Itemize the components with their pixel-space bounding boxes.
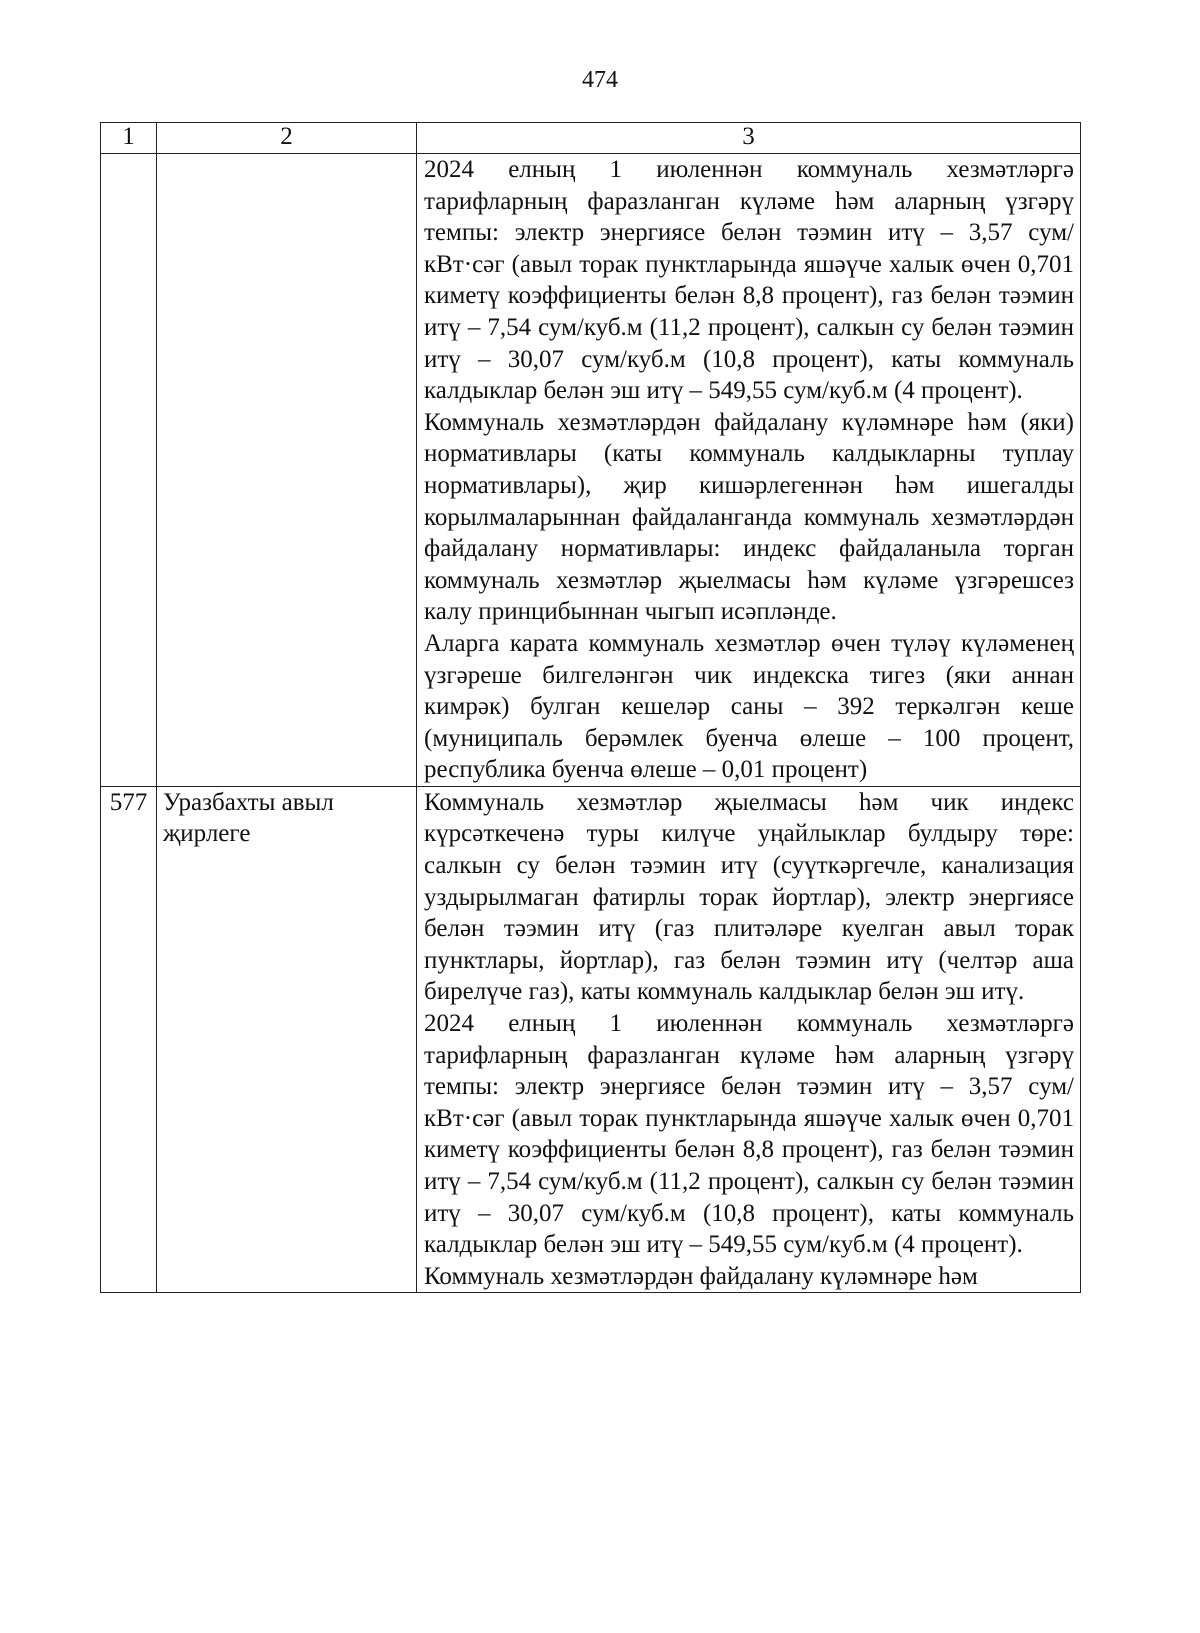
municipal-tariff-table bbox=[100, 122, 1081, 1293]
settlement-name-cell: Уразбахты авыл җирлеге bbox=[157, 786, 417, 1293]
column-header-2: 2 bbox=[157, 123, 417, 154]
description-paragraph: Коммуналь хезмәтләрдән файдалану күләмнәре һәм (яки) нормативлары (каты коммуналь калдыкларны туплау нормативлары), җир кишәрлегеннән һәм ишегалды корылмаларыннан файдаланганда коммуналь хезмәтләрдән файдалану нормативлары: индекс файдаланыла торган коммуналь хезмәтләр җыелмасы һәм күләме үзгәрешсез калу принцибыннан чыгып исәпләнде. bbox=[424, 408, 1074, 626]
table-row bbox=[101, 154, 1081, 787]
description-paragraph: Коммуналь хезмәтләр җыелмасы һәм чик индекс күрсәткеченә туры килүче уңайлыклар булдыру төре: салкын су белән тәэмин итү (суүткәргечле, канализация уздырылмаган фатирлы торак йортлар), электр энергиясе белән тәэмин итү (газ плитәләре куелган авыл торак пунктлары, йортлар), газ белән тәэмин итү (челтәр аша бирелүче газ), каты коммуналь калдыклар белән эш итү. bbox=[424, 788, 1074, 1006]
description-cell bbox=[417, 786, 1081, 1293]
row-number-cell: 577 bbox=[101, 786, 157, 1293]
description-paragraph: Аларга карата коммуналь хезмәтләр өчен түләү күләменең үзгәреше билгеләнгән чик индекска тигез (яки аннан кимрәк) булган кешеләр саны – 392 теркәлгән кеше (муниципаль берәмлек буенча өлеше – 100 процент, республика буенча өлеше – 0,01 процент) bbox=[424, 629, 1074, 784]
description-cell bbox=[417, 154, 1081, 787]
description-paragraph: 2024 елның 1 июленнән коммуналь хезмәтләргә тарифларның фаразланган күләме һәм аларның үзгәрү темпы: электр энергиясе белән тәэмин итү – 3,57 сум/кВт·сәг (авыл торак пунктларында яшәүче халык өчен 0,701 киметү коэффициенты белән 8,8 процент), газ белән тәэмин итү – 7,54 сум/куб.м (11,2 процент), салкын су белән тәэмин итү – 30,07 сум/куб.м (10,8 процент), каты коммуналь калдыклар белән эш итү – 549,55 сум/куб.м (4 процент). bbox=[424, 156, 1074, 405]
column-header-3: 3 bbox=[417, 123, 1081, 154]
page-number: 474 bbox=[582, 67, 618, 93]
column-header-1: 1 bbox=[101, 123, 157, 154]
description-paragraph: 2024 елның 1 июленнән коммуналь хезмәтләргә тарифларның фаразланган күләме һәм аларның үзгәрү темпы: электр энергиясе белән тәэмин итү – 3,57 сум/кВт·сәг (авыл торак пунктларында яшәүче халык өчен 0,701 киметү коэффициенты белән 8,8 процент), газ белән тәэмин итү – 7,54 сум/куб.м (11,2 процент), салкын су белән тәэмин итү – 30,07 сум/куб.м (10,8 процент), каты коммуналь калдыклар белән эш итү – 549,55 сум/куб.м (4 процент). bbox=[424, 1010, 1074, 1259]
settlement-name-cell bbox=[157, 154, 417, 787]
row-number-cell bbox=[101, 154, 157, 787]
table-row bbox=[101, 786, 1081, 1293]
description-paragraph: Коммуналь хезмәтләрдән файдалану күләмнәре һәм bbox=[424, 1262, 978, 1290]
table-header-row bbox=[101, 123, 1081, 154]
